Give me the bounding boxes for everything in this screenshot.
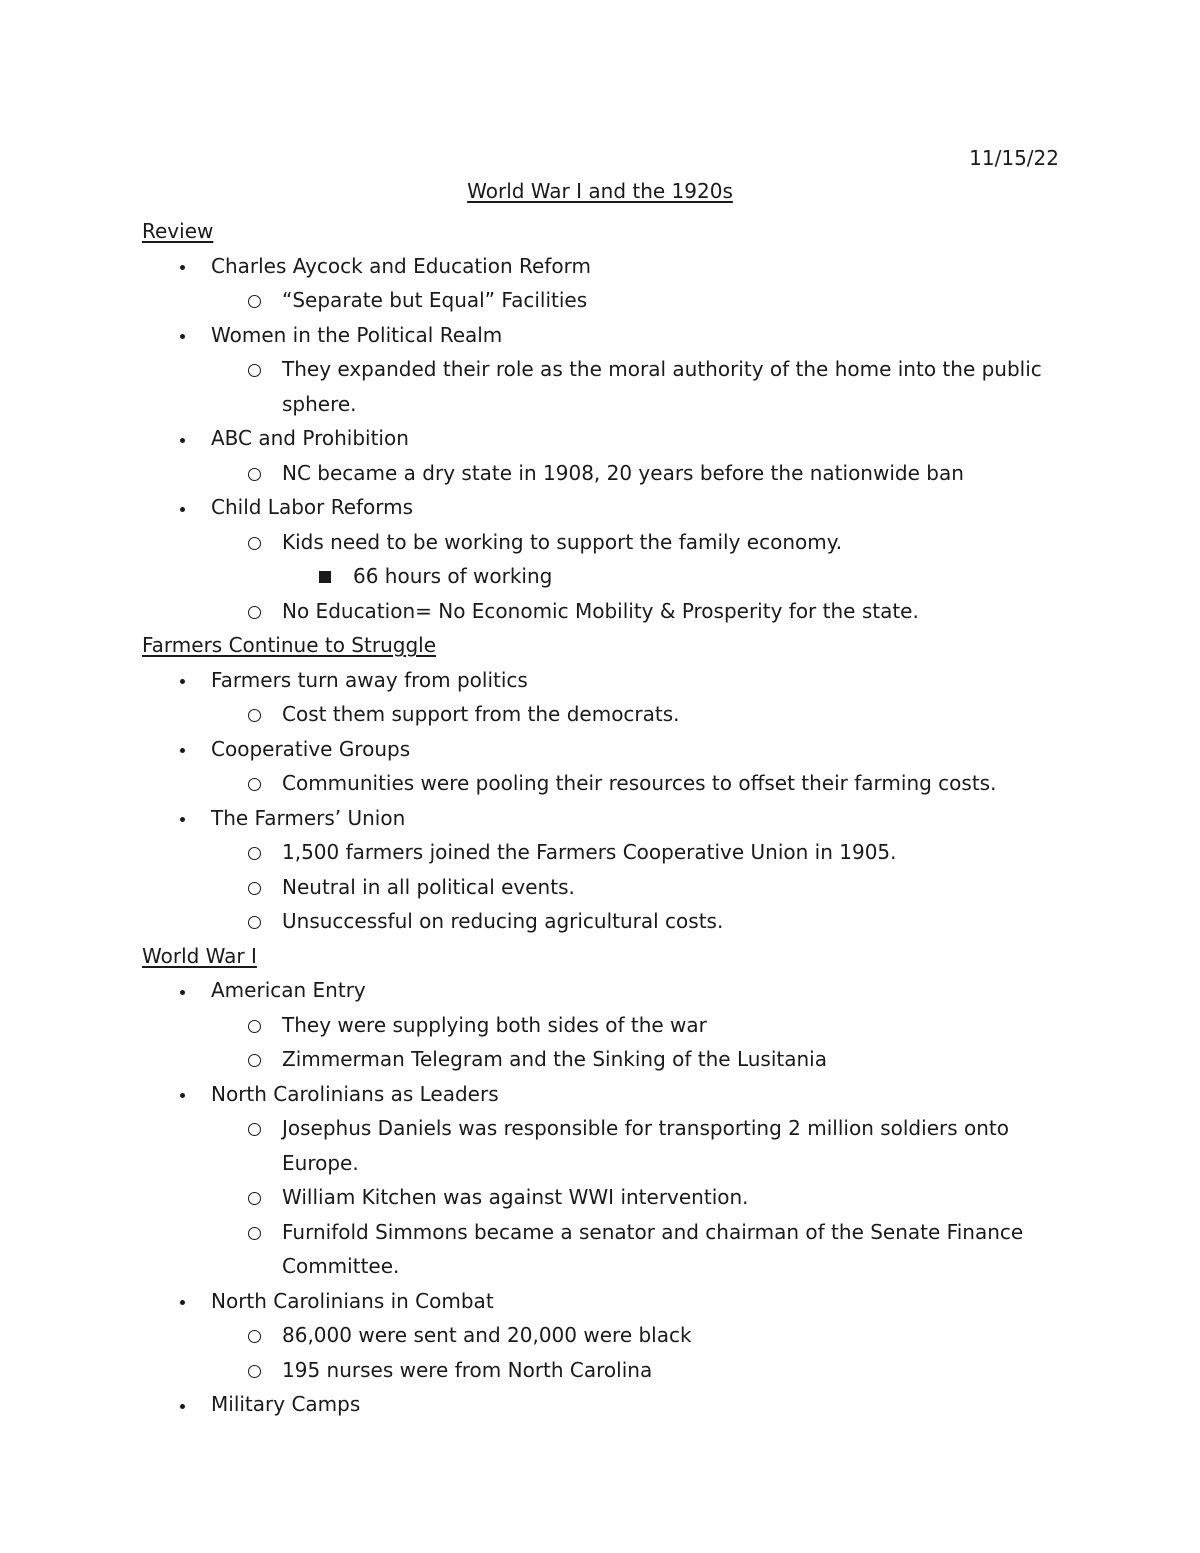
bullet-dot-icon xyxy=(180,801,185,836)
bullet-circle-icon xyxy=(248,1353,261,1388)
bullet-circle-icon xyxy=(248,766,261,801)
sub-list-item xyxy=(142,1318,1062,1353)
bullet-circle-icon xyxy=(248,1318,261,1353)
bullet-dot-icon xyxy=(180,318,185,353)
list-item-text: 86,000 were sent and 20,000 were black xyxy=(282,1323,692,1347)
sub-list-item xyxy=(142,697,1062,732)
list-item-text: Unsuccessful on reducing agricultural costs. xyxy=(282,909,724,933)
list-item xyxy=(142,732,1062,767)
bullet-circle-icon xyxy=(248,1111,261,1146)
section-heading: Farmers Continue to Struggle xyxy=(142,633,436,657)
list-item-text: Kids need to be working to support the family economy. xyxy=(282,529,843,554)
list-item-text: No Education= No Economic Mobility & Prosperity for the state. xyxy=(282,598,919,623)
bullet-circle-icon xyxy=(248,904,261,939)
notes-body xyxy=(142,214,1062,1422)
sub-list-item xyxy=(142,1180,1062,1215)
list-item xyxy=(142,1077,1062,1112)
bullet-dot-icon xyxy=(180,663,185,698)
list-item-text: Women in the Political Realm xyxy=(211,322,503,347)
list-item-text: Communities were pooling their resources to offset their farming costs. xyxy=(282,771,997,795)
bullet-circle-icon xyxy=(248,1180,261,1215)
bullet-circle-icon xyxy=(248,525,261,560)
bullet-dot-icon xyxy=(180,249,185,284)
list-item-text: North Carolinians in Combat xyxy=(211,1288,494,1313)
list-item xyxy=(142,1387,1062,1422)
sub-list-item xyxy=(142,1008,1062,1043)
bullet-dot-icon xyxy=(180,421,185,456)
list-item-text: William Kitchen was against WWI intervention. xyxy=(282,1185,749,1209)
bullet-circle-icon xyxy=(248,835,261,870)
sub-list-item xyxy=(142,352,1062,421)
list-item-text: 1,500 farmers joined the Farmers Cooperative Union in 1905. xyxy=(282,840,897,864)
bullet-circle-icon xyxy=(248,594,261,629)
sub-list-item xyxy=(142,870,1062,905)
bullet-circle-icon xyxy=(248,1215,261,1250)
list-item xyxy=(142,801,1062,836)
list-item-text: North Carolinians as Leaders xyxy=(211,1081,499,1106)
sub-list-item xyxy=(142,456,1062,491)
list-item-text: Military Camps xyxy=(211,1392,361,1416)
section-heading: Review xyxy=(142,219,214,243)
bullet-dot-icon xyxy=(180,732,185,767)
list-item-text: Zimmerman Telegram and the Sinking of the Lusitania xyxy=(282,1047,827,1071)
bullet-dot-icon xyxy=(180,1284,185,1319)
bullet-dot-icon xyxy=(180,1077,185,1112)
sub-list-item xyxy=(142,1111,1062,1180)
list-item-text: 195 nurses were from North Carolina xyxy=(282,1357,653,1382)
bullet-dot-icon xyxy=(180,973,185,1008)
sub-list-item xyxy=(142,1353,1062,1388)
sub-list-item xyxy=(142,594,1062,629)
list-item-text: Cost them support from the democrats. xyxy=(282,702,680,726)
bullet-circle-icon xyxy=(248,352,261,387)
list-item-text: 66 hours of working xyxy=(353,564,553,588)
list-item-text: They expanded their role as the moral authority of the home into the public sphere. xyxy=(282,357,1042,416)
sub-sub-list-item xyxy=(142,559,1062,594)
page-title: World War I and the 1920s xyxy=(467,179,733,203)
list-item-text: ABC and Prohibition xyxy=(211,426,409,450)
list-item xyxy=(142,663,1062,698)
bullet-dot-icon xyxy=(180,1387,185,1422)
bullet-dot-icon xyxy=(180,490,185,525)
list-item-text: Furnifold Simmons became a senator and chairman of the Senate Finance Committee. xyxy=(282,1219,1024,1278)
bullet-square-icon xyxy=(319,559,331,594)
list-item-text: Cooperative Groups xyxy=(211,736,411,761)
sub-list-item xyxy=(142,904,1062,939)
list-item xyxy=(142,421,1062,456)
sub-list-item xyxy=(142,1215,1062,1284)
bullet-circle-icon xyxy=(248,870,261,905)
sub-list-item xyxy=(142,1042,1062,1077)
list-item-text: Neutral in all political events. xyxy=(282,874,575,899)
bullet-circle-icon xyxy=(248,1042,261,1077)
list-item xyxy=(142,490,1062,525)
list-item-text: “Separate but Equal” Facilities xyxy=(282,288,588,312)
list-item-text: They were supplying both sides of the war xyxy=(282,1012,707,1037)
list-item-text: The Farmers’ Union xyxy=(211,805,406,830)
list-item xyxy=(142,1284,1062,1319)
list-item-text: Charles Aycock and Education Reform xyxy=(211,253,591,278)
bullet-circle-icon xyxy=(248,283,261,318)
note-date: 11/15/22 xyxy=(969,146,1059,170)
bullet-circle-icon xyxy=(248,697,261,732)
bullet-circle-icon xyxy=(248,456,261,491)
sub-list-item xyxy=(142,283,1062,318)
list-item-text: NC became a dry state in 1908, 20 years before the nationwide ban xyxy=(282,460,964,485)
sub-list-item xyxy=(142,525,1062,560)
list-item xyxy=(142,973,1062,1008)
list-item-text: American Entry xyxy=(211,978,366,1002)
list-item xyxy=(142,249,1062,284)
sub-list-item xyxy=(142,766,1062,801)
section-heading: World War I xyxy=(142,943,257,968)
list-item xyxy=(142,318,1062,353)
sub-list-item xyxy=(142,835,1062,870)
bullet-circle-icon xyxy=(248,1008,261,1043)
list-item-text: Josephus Daniels was responsible for transporting 2 million soldiers onto Europe. xyxy=(282,1116,1009,1175)
list-item-text: Child Labor Reforms xyxy=(211,495,414,519)
list-item-text: Farmers turn away from politics xyxy=(211,667,528,692)
